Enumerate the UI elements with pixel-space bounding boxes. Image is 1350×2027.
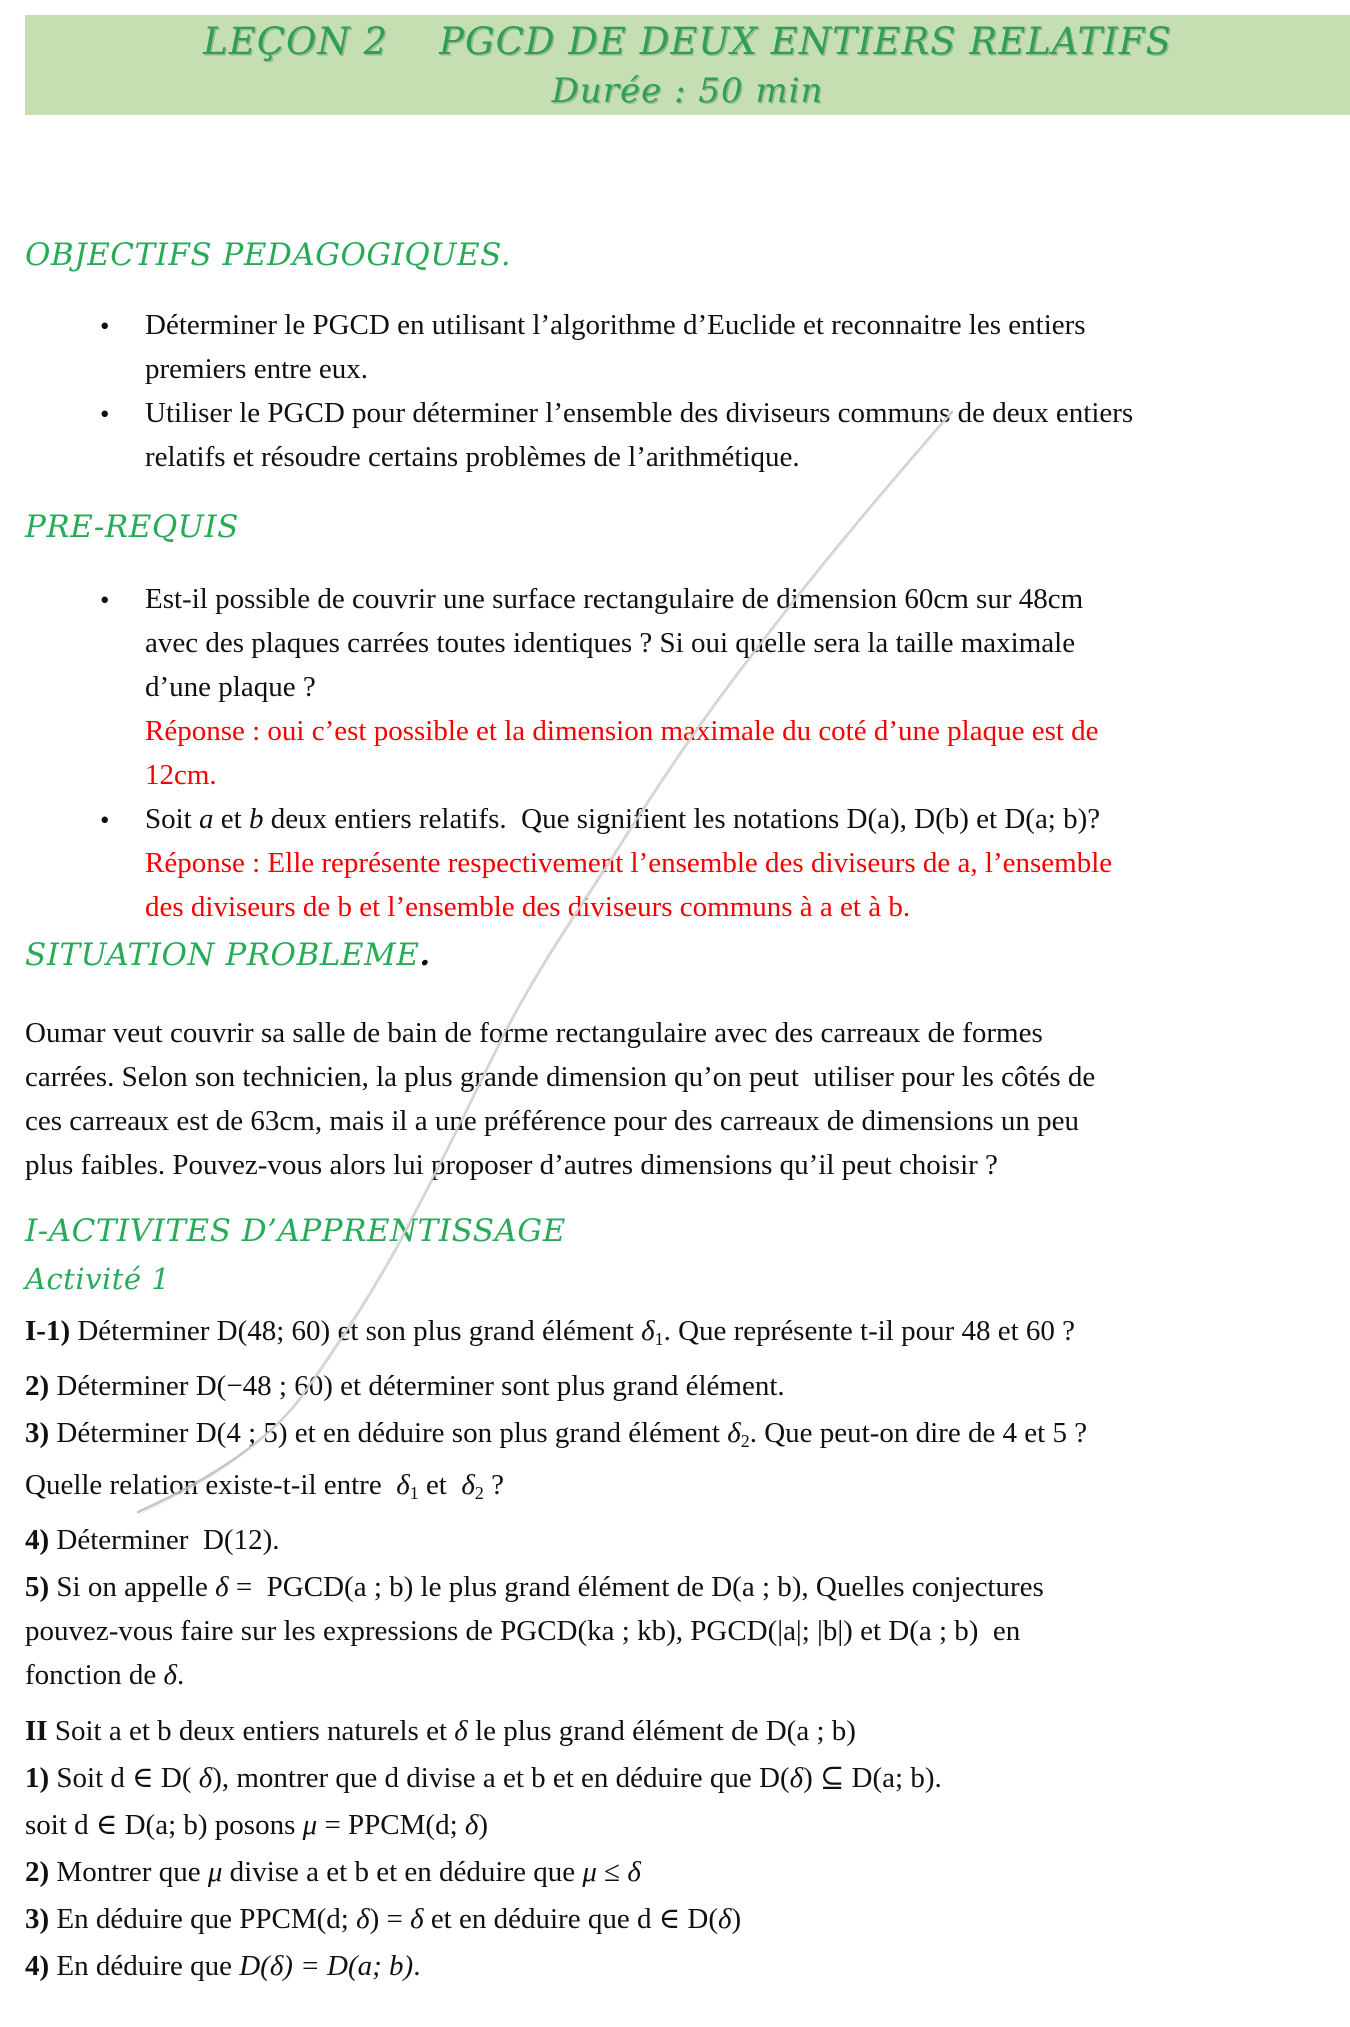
text-run: 1 xyxy=(409,1483,419,1504)
text-run: δ xyxy=(356,1903,370,1936)
text-run: Déterminer D(−48 ; 60) et déterminer sont plus grand élément. xyxy=(49,1370,785,1403)
text-run: soit d ∈ D(a; b) posons xyxy=(25,1809,303,1842)
text-run: μ xyxy=(207,1856,223,1889)
text-run: Oumar veut couvrir sa salle de bain de forme rectangulaire avec des carreaux de formes xyxy=(25,1017,1043,1049)
text-run: avec des plaques carrées toutes identiques ? Si oui quelle sera la taille maximale xyxy=(145,627,1076,659)
text-run: premiers entre eux. xyxy=(145,353,369,385)
bullet-icon: • xyxy=(100,399,110,429)
text-run: . xyxy=(419,937,431,973)
text-run: δ xyxy=(163,1659,177,1692)
text-run: Réponse : Elle représente respectivement l’ensemble des diviseurs de a, l’ensemble xyxy=(145,847,1113,879)
text-run: divise a et b et en déduire que xyxy=(222,1856,583,1889)
text-run: Déterminer D(48; 60) et son plus grand élément xyxy=(70,1315,642,1347)
text-run: . xyxy=(413,1950,421,1983)
text-run: ) = xyxy=(369,1903,411,1936)
text-run: Soit xyxy=(145,803,199,835)
question-I-1 xyxy=(25,1309,1325,1361)
text-run: En déduire que PPCM(d; xyxy=(49,1903,357,1936)
text-run: 12cm. xyxy=(145,759,217,791)
question-II-1 xyxy=(25,1756,1325,1800)
text-run: δ xyxy=(789,1762,804,1795)
text-run: I-1) xyxy=(25,1315,71,1347)
bullet-icon: • xyxy=(100,805,110,835)
text-run: carrées. Selon son technicien, la plus grande dimension qu’on peut utiliser pour les côtés de xyxy=(25,1061,1096,1093)
text-run: et en déduire que d ∈ D( xyxy=(423,1903,719,1936)
text-run: PRE-REQUIS xyxy=(25,509,239,545)
part-II-intro xyxy=(25,1709,1325,1753)
text-run: Soit d ∈ D( xyxy=(49,1762,199,1795)
text-run: 2) xyxy=(25,1856,50,1889)
text-run: δ xyxy=(215,1571,229,1604)
text-run: deux entiers relatifs. Que signifient les notations D(a), D(b) et D(a; b)? xyxy=(263,803,1101,835)
text-run: δ xyxy=(454,1715,468,1748)
text-run: a xyxy=(199,803,214,835)
question-2 xyxy=(25,1364,1325,1408)
question-3 xyxy=(25,1411,1325,1515)
text-run: fonction de xyxy=(25,1659,164,1692)
text-run: μ xyxy=(302,1809,318,1842)
question-II-1b xyxy=(25,1803,1325,1847)
text-run: δ xyxy=(464,1809,479,1842)
text-run: ) ⊆ D(a; b). xyxy=(803,1762,942,1795)
text-run: Déterminer le PGCD en utilisant l’algorithme d’Euclide et reconnaitre les entiers xyxy=(145,309,1086,341)
prerequis-item-2 xyxy=(100,797,1325,929)
text-run: Montrer que xyxy=(49,1856,208,1889)
activites-heading xyxy=(25,1211,1325,1251)
text-run: Quelle relation existe-t-il entre xyxy=(25,1469,397,1502)
question-II-3 xyxy=(25,1897,1325,1941)
text-run: . xyxy=(177,1659,185,1692)
text-run: 2) xyxy=(25,1370,50,1403)
bullet-icon: • xyxy=(100,311,110,341)
text-run: le plus grand élément de D(a ; b) xyxy=(467,1715,856,1748)
text-run: = PGCD(a ; b) le plus grand élément de D(a ; b), Quelles conjectures xyxy=(228,1571,1044,1604)
text-run: Déterminer D(4 ; 5) et en déduire son plus grand élément xyxy=(49,1417,728,1450)
text-run: δ xyxy=(641,1315,655,1347)
text-run: Est-il possible de couvrir une surface rectangulaire de dimension 60cm sur 48cm xyxy=(145,583,1084,615)
text-run: ) xyxy=(731,1903,742,1936)
bullet-icon: • xyxy=(100,585,110,615)
text-run: δ xyxy=(410,1903,424,1936)
objective-item-2 xyxy=(100,391,1325,479)
text-run: δ xyxy=(461,1469,475,1502)
text-run: ), montrer que d divise a et b et en déduire que D( xyxy=(212,1762,790,1795)
situation-paragraph xyxy=(25,1011,1325,1187)
text-run: SITUATION PROBLEME xyxy=(25,937,420,973)
text-run: En déduire que xyxy=(49,1950,240,1983)
text-run: 2 xyxy=(740,1431,750,1452)
text-run: Soit a et b deux entiers naturels et xyxy=(47,1715,455,1748)
text-run: et xyxy=(418,1469,462,1502)
text-run: Utiliser le PGCD pour déterminer l’ensemble des diviseurs communs de deux entiers xyxy=(145,397,1134,429)
text-run: 1 xyxy=(654,1329,664,1350)
text-run: II xyxy=(25,1715,48,1748)
text-run: Réponse : oui c’est possible et la dimension maximale du coté d’une plaque est de xyxy=(145,715,1099,747)
text-run: μ xyxy=(582,1856,597,1889)
text-run: OBJECTIFS PEDAGOGIQUES. xyxy=(25,237,512,273)
text-run: b xyxy=(248,803,264,835)
text-run: 4) xyxy=(25,1950,50,1983)
text-run: . Que peut-on dire de 4 et 5 ? xyxy=(749,1417,1088,1450)
text-run: d’une plaque ? xyxy=(145,671,316,703)
text-run: δ xyxy=(727,1417,741,1450)
text-run: ≤ xyxy=(596,1856,628,1889)
text-run: 2 xyxy=(474,1483,484,1504)
text-run: 5) xyxy=(25,1571,50,1604)
text-run: = PPCM(d; xyxy=(317,1809,465,1842)
text-run: ? xyxy=(483,1469,504,1502)
text-run: δ xyxy=(627,1856,641,1889)
text-run: δ xyxy=(396,1469,410,1502)
text-run: relatifs et résoudre certains problèmes de l’arithmétique. xyxy=(145,441,800,473)
lesson-duration: Durée : 50 min xyxy=(551,70,824,111)
text-run: Activité 1 xyxy=(25,1262,171,1296)
document-body xyxy=(0,235,1350,1988)
text-run: 3) xyxy=(25,1903,50,1936)
question-5 xyxy=(25,1565,1325,1697)
text-run: Déterminer D(12). xyxy=(49,1524,280,1557)
lesson-title-banner xyxy=(25,15,1350,115)
activite1-heading xyxy=(25,1259,1325,1299)
prerequis-heading xyxy=(25,507,1325,547)
text-run: δ xyxy=(718,1903,732,1936)
question-II-2 xyxy=(25,1850,1325,1894)
text-run: 1) xyxy=(25,1762,50,1795)
text-run: ces carreaux est de 63cm, mais il a une préférence pour des carreaux de dimensions un peu xyxy=(25,1105,1080,1137)
text-run: 4) xyxy=(25,1524,50,1557)
question-II-4 xyxy=(25,1944,1325,1988)
text-run: et xyxy=(213,803,249,835)
text-run: D(δ) = D(a; b) xyxy=(239,1950,414,1983)
text-run: 3) xyxy=(25,1417,50,1450)
text-run: . Que représente t-il pour 48 et 60 ? xyxy=(663,1315,1076,1347)
text-run: I-ACTIVITES D’APPRENTISSAGE xyxy=(25,1213,566,1249)
text-run: des diviseurs de b et l’ensemble des diviseurs communs à a et à b. xyxy=(145,891,911,923)
text-run: Si on appelle xyxy=(49,1571,216,1604)
text-run: δ xyxy=(198,1762,213,1795)
question-4 xyxy=(25,1518,1325,1562)
objective-item-1 xyxy=(100,303,1325,391)
text-run: pouvez-vous faire sur les expressions de PGCD(ka ; kb), PGCD(|a|; |b|) et D(a ; b) en xyxy=(25,1615,1021,1648)
prerequis-item-1 xyxy=(100,577,1325,797)
objectifs-heading xyxy=(25,235,1325,275)
text-run: ) xyxy=(478,1809,489,1842)
text-run: plus faibles. Pouvez-vous alors lui proposer d’autres dimensions qu’il peut choisir ? xyxy=(25,1149,998,1181)
lesson-title: LEÇON 2 PGCD DE DEUX ENTIERS RELATIFS xyxy=(203,19,1172,63)
situation-heading xyxy=(25,935,1325,975)
